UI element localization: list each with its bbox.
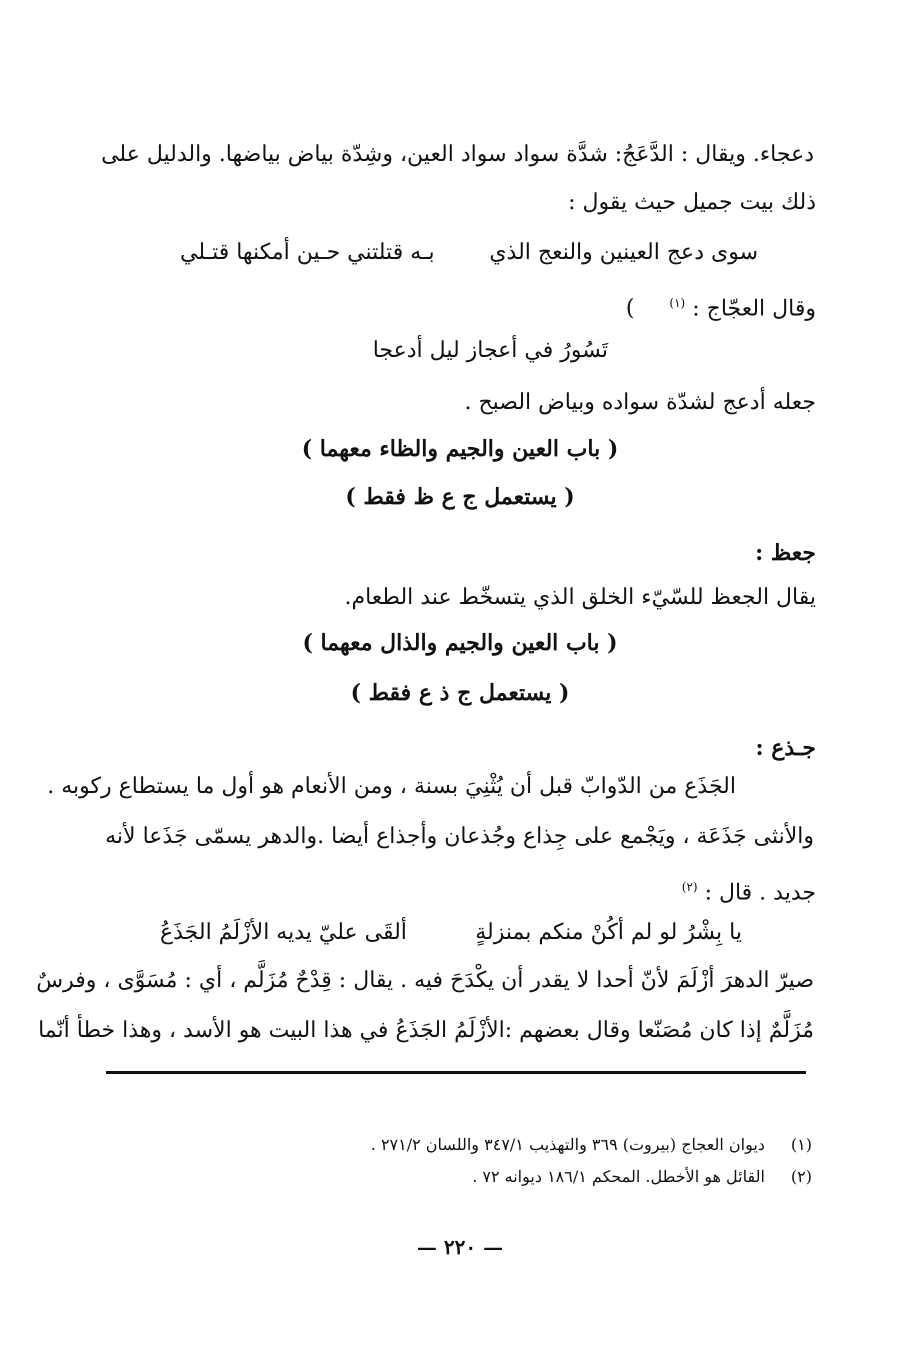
entry-heading: جعظ : — [755, 540, 816, 566]
footnote — [371, 1134, 812, 1156]
section-heading: ( باب العين والجيم والذال معهما ) — [302, 630, 618, 656]
text-line: مُزَلَّمٌ إذا كان مُصَنّعا وقال بعضهم :الأزْلَمُ الجَذَعُ في هذا البيت هو الأسد ، وهذا خطأ أنّما — [38, 1018, 814, 1043]
text-line: ذلك بيت جميل حيث يقول : — [568, 190, 816, 215]
verse-line: تَسُورُ في أعجاز ليل أدعجا — [372, 338, 608, 363]
page-number: — ٢٢٠ — — [416, 1235, 504, 1259]
footnote-number: (١) — [790, 1135, 812, 1154]
entry-heading: جـذع : — [755, 735, 816, 761]
quote-intro: وقال العجّاج : — [692, 296, 816, 322]
text-line: الجَذَع من الدّوابّ قبل أن يُثْنِيَ بسنة ، ومن الأنعام هو أول ما يستطاع ركوبه . — [47, 774, 736, 799]
section-subheading: ( يستعمل ج ع ظ فقط ) — [345, 484, 575, 510]
footnote-number: (٢) — [790, 1167, 812, 1186]
text-line: صيرّ الدهرَ أزْلَمَ لأنّ أحدا لا يقدر أن يكْدَحَ فيه . يقال : قِدْحٌ مُزَلَّم ، أي : مُسَوَّى ، وفرسٌ — [36, 968, 814, 993]
verse-hemistich-right: يا بِشْرُ لو لم أكُنْ منكم بمنزلةٍ — [475, 920, 742, 945]
footnote-text: ديوان العجاج (بيروت) ٣٦٩ والتهذيب ٣٤٧/١ واللسان ٢٧١/٢ . — [370, 1135, 765, 1154]
footnote-text: القائل هو الأخطل. المحكم ١٨٦/١ ديوانه ٧٢ . — [472, 1167, 765, 1186]
verse-hemistich-left: بـه قتلتني حـين أمكنها قتـلي — [180, 240, 435, 265]
section-subheading: ( يستعمل ج ذ ع فقط ) — [350, 680, 570, 706]
text-line: جعله أدعج لشدّة سواده وبياض الصبح . — [464, 390, 816, 415]
verse-hemistich-left: ألقَى عليّ يديه الأزْلَمُ الجَذَعُ — [160, 920, 407, 945]
text-line — [626, 288, 816, 324]
text-line: دعجاء. ويقال : الدَّعَجُ: شدَّة سواد سواد العين، وشِدّة بياض بياضها. والدليل على — [101, 142, 814, 167]
text-line: والأنثى جَذَعَة ، ويَجْمع على جِذاع وجُذعان وأجذاع أيضا .والدهر يسمّى جَذَعا لأنه — [105, 824, 814, 849]
section-heading: ( باب العين والجيم والظاء معهما ) — [301, 436, 619, 462]
footnote-separator — [106, 1071, 806, 1074]
footnote — [472, 1166, 812, 1188]
footnote-ref: (١) — [669, 296, 686, 310]
footnote-ref: (٢) — [681, 880, 698, 894]
quote-intro: جديد . قال : — [704, 880, 816, 906]
verse-hemistich-right: سوى دعج العينين والنعج الذي — [489, 240, 758, 265]
text-line — [682, 872, 816, 908]
paren: ) — [625, 296, 635, 322]
text-line: يقال الجعظ للسّيّء الخلق الذي يتسخّط عند الطعام. — [344, 585, 816, 610]
